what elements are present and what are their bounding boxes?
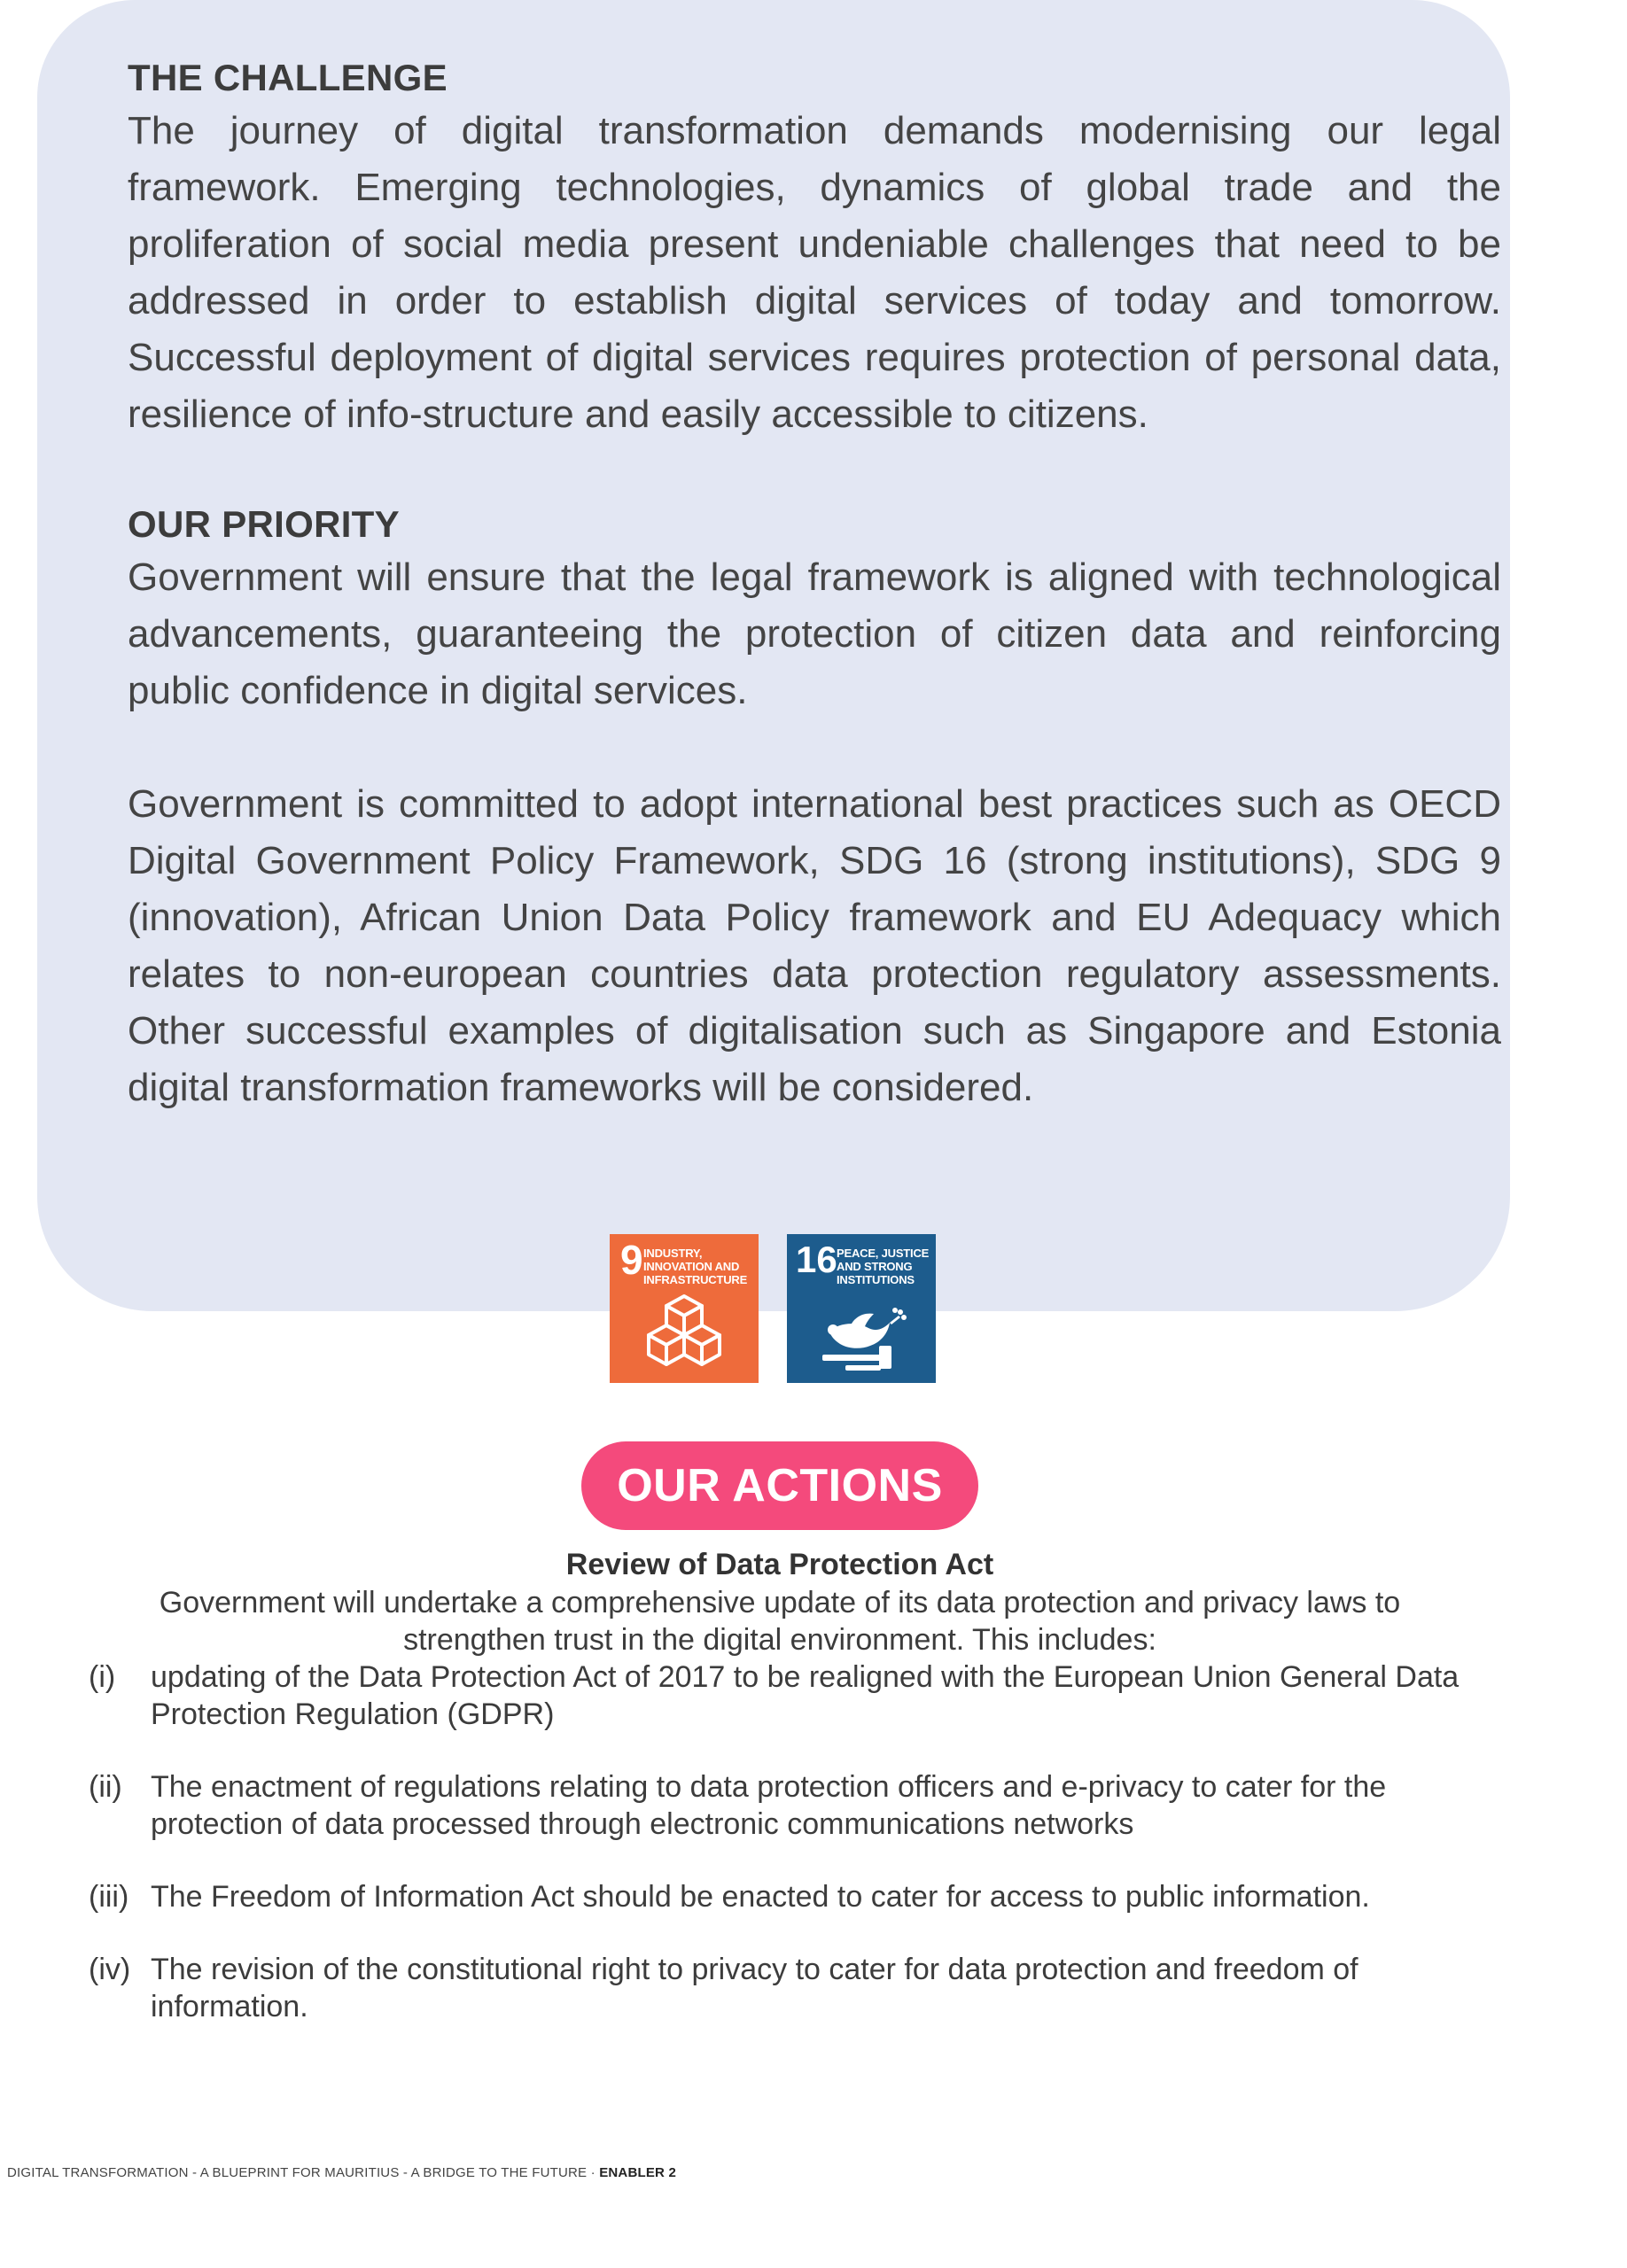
actions-subtitle: Review of Data Protection Act [565, 1548, 994, 1581]
sdg-16-tile [787, 1234, 936, 1383]
sdg-9-label: INDUSTRY, INNOVATION AND INFRASTRUCTURE [643, 1247, 748, 1286]
content-panel [37, 0, 1510, 1311]
footer-text: DIGITAL TRANSFORMATION - A BLUEPRINT FOR MAURITIUS - A BRIDGE TO THE FUTURE · [7, 2165, 600, 2180]
sdg-9-number: 9 [620, 1237, 643, 1283]
priority-text-1: Government will ensure that the legal framework is aligned with technological advancements, guaranteeing the protection of citizen data and reinforcing public confidence in digital services. [128, 555, 1501, 712]
footer-enabler: ENABLER 2 [599, 2165, 676, 2180]
actions-section [89, 1545, 1471, 2025]
sdg-16-number: 16 [796, 1239, 837, 1280]
list-marker: (iv) [89, 1953, 131, 1986]
sdg-icons [610, 1234, 936, 1383]
actions-list [89, 1658, 1471, 2025]
list-item-text: The enactment of regulations relating to data protection officers and e-privacy to cater for the protection of data processed through electronic communications networks [151, 1770, 1387, 1841]
list-item-text: updating of the Data Protection Act of 2017 to be realigned with the European Union General Data Protection Regulation (GDPR) [151, 1660, 1460, 1731]
challenge-heading: THE CHALLENGE [128, 57, 448, 98]
list-item [89, 1768, 1471, 1843]
panel-content [128, 53, 1501, 1116]
actions-intro: Government will undertake a comprehensive update of its data protection and privacy laws to strengthen trust in the digital environment. This includes: [159, 1586, 1401, 1657]
sdg-16-label: PEACE, JUSTICE AND STRONG INSTITUTIONS [837, 1247, 930, 1286]
priority-text-2: Government is committed to adopt international best practices such as OECD Digital Government Policy Framework, SDG 16 (strong institutions), SDG 9 (innovation), African Union Data Policy framework and EU Adequacy which relates to non-european countries data protection regulatory assessments. Other successful examples of digitalisation such as Singapore and Estonia digital transformation frameworks will be considered. [128, 782, 1501, 1109]
list-marker: (ii) [89, 1770, 122, 1804]
list-marker: (iii) [89, 1880, 129, 1914]
priority-heading: OUR PRIORITY [128, 503, 400, 545]
list-item [89, 1878, 1471, 1915]
list-item-text: The Freedom of Information Act should be enacted to cater for access to public information. [151, 1880, 1370, 1914]
page-footer [7, 2165, 676, 2180]
list-item-text: The revision of the constitutional right to privacy to cater for data protection and freedom of information. [151, 1953, 1358, 2023]
sdg-9-tile [610, 1234, 759, 1383]
our-actions-pill: OUR ACTIONS [581, 1441, 978, 1530]
challenge-text: The journey of digital transformation demands modernising our legal framework. Emerging technologies, dynamics of global trade and the proliferation of social media present undeniable challenges that need to be addressed in order to establish digital services of today and tomorrow. Successful deployment of digital services requires protection of personal data, resilience of info-structure and easily accessible to citizens. [128, 109, 1501, 436]
cubes-icon [610, 1291, 759, 1379]
list-item [89, 1951, 1471, 2025]
list-marker: (i) [89, 1660, 116, 1694]
list-item [89, 1658, 1471, 1733]
dove-gavel-icon [787, 1291, 936, 1379]
